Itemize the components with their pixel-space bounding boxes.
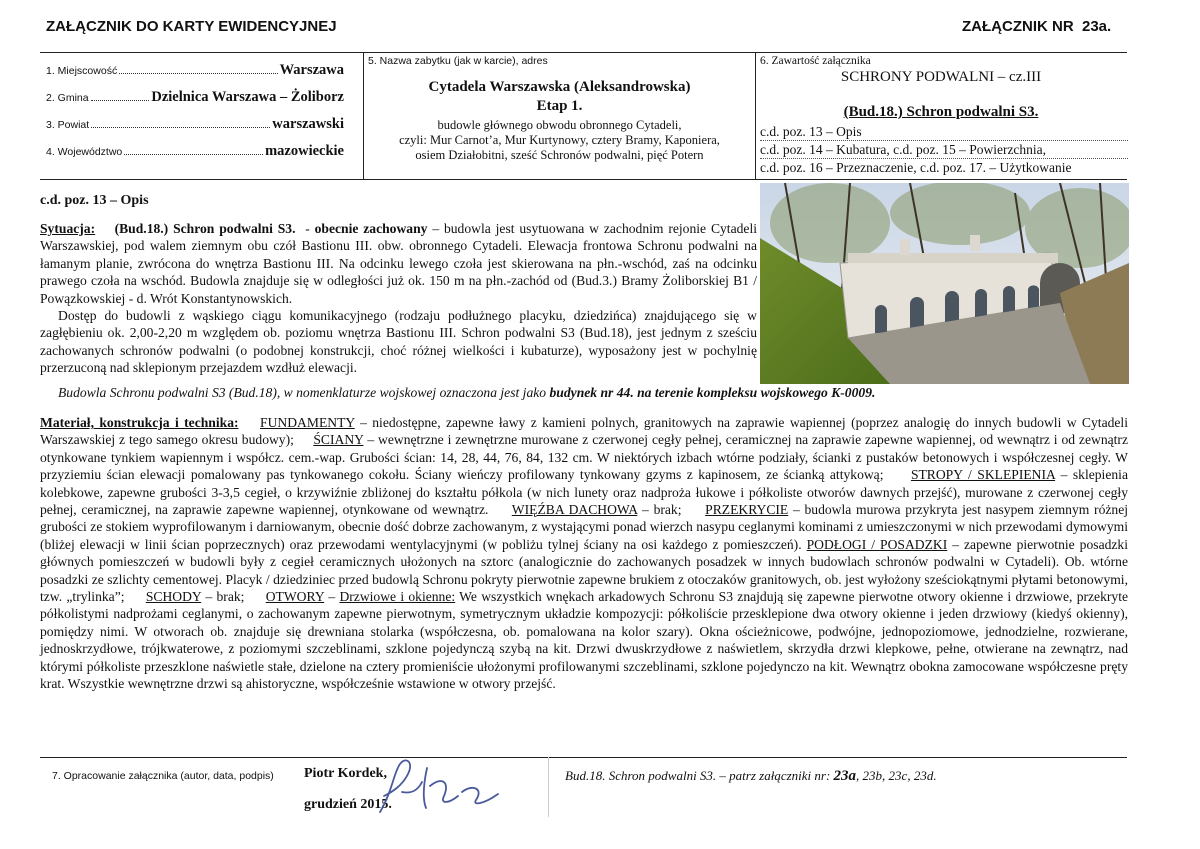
sytuacja-military-designation: Budowla Schronu podwalni S3 (Bud.18), w nomenklaturze wojskowej oznaczona jest jako budynek nr 44. na terenie kompleksu wojskowego K-0009. [58, 385, 876, 400]
podlogi-heading: PODŁOGI / POSADZKI [806, 536, 948, 552]
fundamenty-heading: FUNDAMENTY [260, 415, 355, 430]
contents-subtitle: (Bud.18.) Schron podwalni S3. [843, 104, 1039, 120]
sytuacja-paragraph: Sytuacja: (Bud.18.) Schron podwalni S3. - obecnie zachowany – budowla jest usytuowana w zachodnim rejonie Cytadeli Warszawskiej, pod walem ziemnym obu czół Bastionu III. obw. obronnego Cytadeli. Elewacja frontowa Schronu podwalni na łamanym planie, zwrócona do wnętrza Bastionu III. Na odcinku lewego czoła jest skierowana na płn.-wschód, zaś na odcinku prawego czoła na wschód. Budowla znajduje się w odległości już ok. 150 m na płn.-zachód od (Bud.3.) Bramy Żoliborskiej B1 / Powązkowskiej - d. Wrót Konstantynowskich. Dostęp do budowli z wąskiego ciągu komunikacyjnego (rodzaju podłużnego placyku, dziedzińca) znajdującego się w zagłębieniu ok. 2,00-2,20 m względem ob. poziomu wnętrza Bastionu III. Schron podwalni S3 (Bud.18), jest jednym z sześciu zachowanych schronów podwalni (o podobnej konstrukcji, choć różnej wielkości i kubaturze), wyposażony jest w pochylnię przerzuconą nad sklepionym przejazdem wzdłuż elewacji. [40, 221, 758, 376]
author-label: 7. Opracowanie załącznika (autor, data, podpis) [52, 770, 274, 782]
stropy-heading: STROPY / SKLEPIENIA [910, 467, 1056, 483]
section-heading: c.d. poz. 13 – Opis [40, 193, 149, 208]
table-bottom-border [40, 179, 1127, 180]
related-attachments: Bud.18. Schron podwalni S3. – patrz załączniki nr: 23a, 23b, 23c, 23d. [565, 768, 937, 784]
author-date: grudzień 2015. [304, 797, 392, 812]
field-powiat: 3. Powiat warszawski [46, 116, 344, 132]
sytuacja-paragraph-2: Dostęp do budowli z wąskiego ciągu komunikacyjnego (rodzaju podłużnego placyku, dziedzińca) znajdującego się w zagłębieniu ok. 2,00-2,20 m względem ob. poziomu wnętrza Bastionu III. Schron podwalni S3 (Bud.18), jest jednym z sześciu zachowanych schronów podwalni (o podobnej konstrukcji, choć różnej wielkości i kubaturze), wyposażony jest w pochylnię przerzuconą nad sklepionym przejazdem wzdłuż elewacji. [40, 308, 757, 376]
monument-desc-1: budowle głównego obwodu obronnego Cytadeli, [437, 118, 682, 132]
contents-item: c.d. poz. 14 – Kubatura, c.d. poz. 15 – Powierzchnia, [760, 141, 1128, 159]
monument-stage: Etap 1. [536, 98, 583, 114]
sytuacja-label: Sytuacja: [40, 221, 96, 236]
attachment-number: 23a. [1082, 18, 1112, 35]
field-wojewodztwo: 4. Województwo mazowieckie [46, 143, 344, 159]
schody-heading: SCHODY [145, 589, 202, 605]
field-miejscowosc: 1. Miejscowość Warszawa [46, 62, 344, 78]
footer-divider [548, 757, 549, 817]
photo-bunker-s3 [760, 183, 1129, 384]
related-main: 23a [833, 768, 857, 784]
contents-item: c.d. poz. 13 – Opis [760, 123, 1128, 141]
table-top-border [40, 52, 1127, 53]
material-label: Materiał, konstrukcja i technika: [40, 415, 239, 430]
author-name: Piotr Kordek, [304, 766, 387, 781]
monument-label: 5. Nazwa zabytku (jak w karcie), adres [368, 55, 548, 67]
contents-title: SCHRONY PODWALNI – cz.III [840, 69, 1042, 85]
contents-list [760, 123, 1128, 176]
footer-top-border [40, 757, 1127, 758]
sciany-heading: ŚCIANY [313, 432, 364, 448]
wiezba-heading: WIĘŹBA DACHOWA [511, 502, 638, 518]
handwritten-signature [372, 752, 522, 824]
otwory-heading: OTWORY [265, 589, 325, 605]
material-paragraph: Materiał, konstrukcja i technika: FUNDAMENTY – niedostępne, zapewne ławy z kamieni polnych, granitowych na zaprawie wapiennej (poprzez analogię do innych budowli w Cytadeli Warszawskiej z tego samego okresu budowy); ŚCIANY – wewnętrzne i zewnętrzne murowane z czerwonej cegły pełnej, ceramicznej na zaprawie zapewne wapiennej, od wewnątrz i od zewnątrz otynkowane tynkiem wapiennym i współcz. cem.-wap. Grubości ścian: 14, 28, 44, 76, 84, 132 cm. W niektórych izbach wtórne podziały, ścianki z pustaków betonowych i współczesnej cegły. W przyziemiu ścian elewacji pomalowany pas tynkowanego cokołu. Ściany wieńczy profilowany tynkowany gzyms z kapinosem, ze ścianką attykową; STROPY / SKLEPIENIA – sklepienia kolebkowe, zapewne grubości 3-3,5 cegieł, o krzywiźnie zbliżonej do kształtu półkola (w nich lunety oraz nadproża łukowe i półkoliste otworów dawnych przejść), murowane z czerwonej cegły pełnej, ceramicznej, na zaprawie zapewne wapiennej, otynkowane od wewnątrz. WIĘŹBA DACHOWA – brak; PRZEKRYCIE – budowla murowa przykryta jest nasypem ziemnym różnej grubości ze stokiem wyprofilowanym i darniowanym, obecnie dość dobrze zachowanym, z wystającymi ponad wierzch nasypu ceglanymi kominami z umieszczonymi w nich przewodami dymowymi (bliżej elewacji w linii ścian poprzecznych) oraz przewodami wentylacyjnymi (w pobliżu tylnej ściany na osi każdego z pomieszczeń). PODŁOGI / POSADZKI – zapewne pierwotnie posadzki głównych pomieszczeń w budowli były z cegieł ceramicznych ułożonych na sztorc (analogicznie do zachowanych posadzek w innych budowlach schronów podwalni w Cytadeli). Ob. wtórne posadzki ze szlichty cementowej. Placyk / dziedziniec przed budowlą Schronu pokryty pierwotnie zapewne brukiem z otoczaków granitowych, ob. jest wyłożony sześciokątnymi płytami betonowymi, tzw. „trylinka”; SCHODY – brak; OTWORY – Drzwiowe i okienne: We wszystkich wnękach arkadowych Schronu S3 znajdują się zapewne pierwotne otwory okienne i drzwiowe, przekryte półkolistymi nadprożami ceglanymi, o zachowanym zapewne pierwotnym, symetrycznym układzie kompozycji: półkoliście przesklepione dwa otwory okienne i jeden drzwiowy (kiedyś okienny), pomiędzy nimi. W otworach ob. znajduje się drewniana stolarka (współczesna, ob. pomalowana na kolor szary). Okna ościeżnicowe, podwójne, jednopoziomowe, jednodzielne, rozwierane, jednoskrzydłowe, trójkwaterowe, z poziomymi szczeblinami, szklone pojedynczą szybą na kit. Drzwi dwuskrzydłowe z naświetlem, skrzydła drzwi klepkowe, pełne, otwierane na zewnątrz, nad którymi półkoliste przeszklone naświetle stałe, dzielone na cztery promieniście ułożonymi profilowanymi szczeblinami, szklone pojedynczo na kit. Wewnątrz obokna zamocowane współczesne pręty krat. Wszystkie wewnętrzne drzwi są ahistoryczne, współcześnie wstawione w otwory przejść. [40, 415, 1129, 692]
attachment-number-label: ZAŁĄCZNIK NR 23a. [962, 18, 1112, 35]
contents-item: c.d. poz. 16 – Przeznaczenie, c.d. poz. 17. – Użytkowanie [760, 160, 1072, 175]
field-gmina: 2. Gmina Dzielnica Warszawa – Żoliborz [46, 89, 344, 105]
document-title: ZAŁĄCZNIK DO KARTY EWIDENCYJNEJ [46, 18, 337, 35]
contents-label: 6. Zawartość załącznika [760, 55, 871, 67]
monument-name: Cytadela Warszawska (Aleksandrowska) [428, 79, 691, 95]
przekrycie-heading: PRZEKRYCIE [705, 502, 789, 518]
monument-desc-3: osiem Działobitni, sześć Schronów podwalni, pięć Potern [415, 148, 704, 162]
monument-block [364, 78, 755, 163]
monument-desc-2: czyli: Mur Carnot’a, Mur Kurtynowy, cztery Bramy, Kaponiera, [399, 133, 720, 147]
